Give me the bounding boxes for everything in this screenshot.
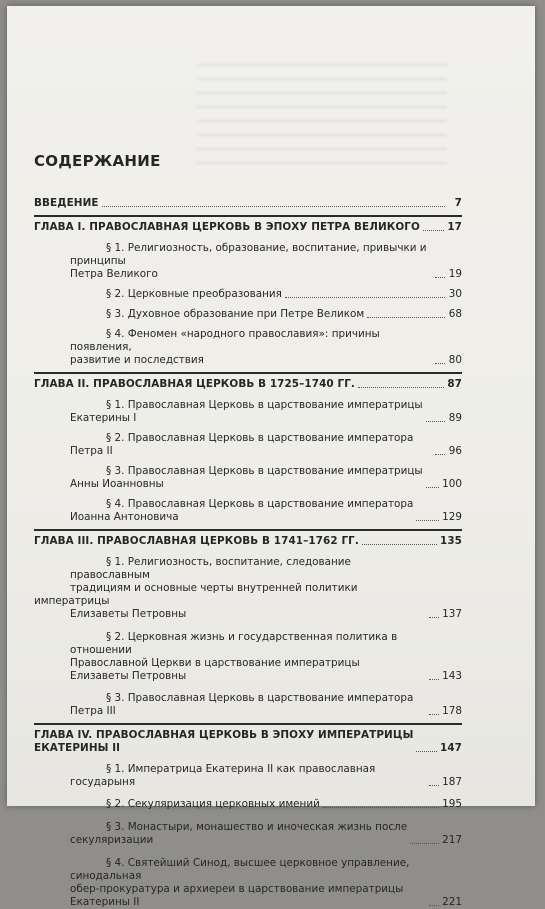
toc-entry-line: § 1. Религиозность, образование, воспитание, привычки и принципы	[70, 242, 427, 267]
toc-page-number: 100	[442, 478, 462, 490]
dot-leader	[362, 544, 437, 545]
toc-entry-line: Екатерины I	[70, 412, 137, 424]
dot-leader	[423, 230, 444, 231]
toc-entry-line: § 3. Православная Церковь в царствование императрицы	[106, 465, 423, 477]
toc-section-entry	[34, 798, 462, 811]
toc-entry-line: Елизаветы Петровны	[70, 608, 187, 620]
toc-entry-line: Екатерины II	[70, 896, 140, 908]
section-divider	[34, 215, 462, 217]
toc-entry-title	[34, 763, 426, 789]
toc-entry-title	[34, 197, 99, 210]
toc-page-number: 129	[442, 511, 462, 523]
dot-leader	[416, 751, 437, 752]
toc-entry-line: § 3. Православная Церковь в царствование императора Петра III	[70, 692, 414, 717]
dot-leader	[416, 520, 439, 521]
dot-leader	[367, 317, 445, 318]
section-divider	[34, 529, 462, 531]
toc-section-entry	[34, 399, 462, 425]
toc-entry-line: § 4. Феномен «народного православия»: причины появления,	[70, 328, 380, 353]
toc-section-entry	[34, 288, 462, 301]
toc-entry-title	[34, 729, 413, 755]
section-divider	[34, 372, 462, 374]
toc-entry-title	[34, 399, 423, 425]
toc-entry-title	[34, 288, 282, 301]
section-divider	[34, 723, 462, 725]
toc-list	[34, 197, 462, 909]
toc-page-number: 135	[440, 535, 462, 547]
book-page	[7, 6, 535, 908]
toc-section-entry	[34, 763, 462, 789]
toc-entry-line: ГЛАВА III. ПРАВОСЛАВНАЯ ЦЕРКОВЬ В 1741–1762 ГГ.	[34, 535, 359, 547]
toc-page-number: 147	[440, 742, 462, 754]
toc-entry-line: Анны Иоанновны	[70, 478, 164, 490]
dot-leader	[426, 421, 445, 422]
toc-entry-title	[34, 498, 413, 524]
toc-section-entry	[34, 432, 462, 458]
toc-page-number: 89	[448, 412, 462, 424]
dot-leader	[429, 785, 439, 786]
toc-section-entry	[34, 328, 462, 367]
toc-page-number: 17	[447, 221, 462, 233]
toc-entry-title	[34, 328, 432, 367]
toc-section-entry	[34, 631, 462, 683]
toc-entry-line: ГЛАВА IV. ПРАВОСЛАВНАЯ ЦЕРКОВЬ В ЭПОХУ ИМПЕРАТРИЦЫ	[34, 729, 414, 741]
show-through-text	[197, 64, 447, 164]
toc-entry-title	[34, 308, 364, 321]
toc-section-entry	[34, 242, 462, 281]
dot-leader	[410, 843, 439, 844]
dot-leader	[429, 617, 439, 618]
toc-page-number: 217	[442, 834, 462, 846]
toc-entry-line: Православной Церкви в царствование императрицы	[70, 657, 360, 669]
table-of-contents	[34, 152, 462, 909]
toc-entry-line: § 1. Религиозность, воспитание, следование православным	[70, 556, 351, 581]
toc-entry-line: § 1. Православная Церковь в царствование императрицы	[106, 399, 423, 411]
toc-entry-line: § 2. Церковные преобразования	[106, 288, 282, 300]
dot-leader	[429, 714, 439, 715]
dot-leader	[435, 363, 445, 364]
toc-page-number: 221	[442, 896, 462, 908]
dot-leader	[429, 905, 439, 906]
dot-leader	[358, 387, 444, 388]
toc-section-entry	[34, 821, 462, 847]
toc-entry-title	[34, 798, 320, 811]
toc-entry-line: традициям и основные черты внутренней политики императрицы	[34, 582, 358, 607]
toc-section-entry	[34, 498, 462, 524]
toc-entry-line: Иоанна Антоновича	[70, 511, 179, 523]
toc-entry-line: § 3. Духовное образование при Петре Великом	[106, 308, 365, 320]
toc-page-number: 68	[448, 308, 462, 320]
dot-leader	[102, 206, 445, 207]
toc-section-entry	[34, 857, 462, 909]
toc-section-entry	[34, 692, 462, 718]
toc-entry-title	[34, 821, 407, 847]
toc-entry-line: секуляризации	[70, 834, 154, 846]
toc-entry-title	[34, 535, 359, 548]
toc-section-entry	[34, 556, 462, 621]
toc-entry-line: § 1. Императрица Екатерина II как православная государыня	[70, 763, 376, 788]
toc-entry-title	[34, 432, 432, 458]
toc-entry-line: § 2. Церковная жизнь и государственная политика в отношении	[70, 631, 398, 656]
toc-page-number: 7	[454, 197, 462, 209]
toc-entry-title	[34, 692, 426, 718]
toc-page-number: 195	[442, 798, 462, 810]
toc-chapter-entry	[34, 378, 462, 391]
toc-page-number: 187	[442, 776, 462, 788]
toc-entry-title	[34, 465, 423, 491]
toc-page-number: 87	[447, 378, 462, 390]
toc-entry-title	[34, 242, 432, 281]
toc-page-number: 30	[448, 288, 462, 300]
toc-entry-line: Елизаветы Петровны	[70, 670, 187, 682]
toc-entry-line: ГЛАВА II. ПРАВОСЛАВНАЯ ЦЕРКОВЬ В 1725–1740 ГГ.	[34, 378, 355, 390]
toc-chapter-entry	[34, 197, 462, 210]
toc-entry-title	[34, 378, 355, 391]
dot-leader	[426, 487, 440, 488]
dot-leader	[429, 679, 439, 680]
toc-section-entry	[34, 465, 462, 491]
dot-leader	[285, 297, 445, 298]
page-title: СОДЕРЖАНИЕ	[34, 152, 161, 170]
toc-chapter-entry	[34, 221, 462, 234]
toc-entry-line: § 4. Святейший Синод, высшее церковное управление, синодальная	[70, 857, 410, 882]
dot-leader	[435, 277, 445, 278]
toc-entry-title	[34, 857, 426, 909]
toc-entry-title	[34, 556, 426, 621]
toc-page-number: 19	[448, 268, 462, 280]
toc-chapter-entry	[34, 729, 462, 755]
toc-entry-line: § 2. Православная Церковь в царствование императора Петра II	[70, 432, 414, 457]
toc-page-number: 143	[442, 670, 462, 682]
toc-entry-line: ГЛАВА I. ПРАВОСЛАВНАЯ ЦЕРКОВЬ В ЭПОХУ ПЕТРА ВЕЛИКОГО	[34, 221, 420, 233]
toc-entry-line: § 2. Секуляризация церковных имений	[106, 798, 320, 810]
toc-chapter-entry	[34, 535, 462, 548]
toc-entry-title	[34, 631, 426, 683]
toc-entry-line: § 3. Монастыри, монашество и иноческая жизнь после	[106, 821, 408, 833]
toc-entry-line: развитие и последствия	[70, 354, 204, 366]
dot-leader	[323, 807, 439, 808]
toc-page-number: 80	[448, 354, 462, 366]
toc-entry-line: обер-прокуратура и архиереи в царствование императрицы	[70, 883, 404, 895]
dot-leader	[435, 454, 445, 455]
toc-entry-title	[34, 221, 420, 234]
toc-entry-line: § 4. Православная Церковь в царствование императора	[106, 498, 414, 510]
toc-entry-line: ВВЕДЕНИЕ	[34, 197, 99, 209]
toc-page-number: 178	[442, 705, 462, 717]
toc-page-number: 137	[442, 608, 462, 620]
toc-page-number: 96	[448, 445, 462, 457]
toc-entry-line: ЕКАТЕРИНЫ II	[34, 742, 121, 754]
toc-section-entry	[34, 308, 462, 321]
toc-entry-line: Петра Великого	[70, 268, 158, 280]
